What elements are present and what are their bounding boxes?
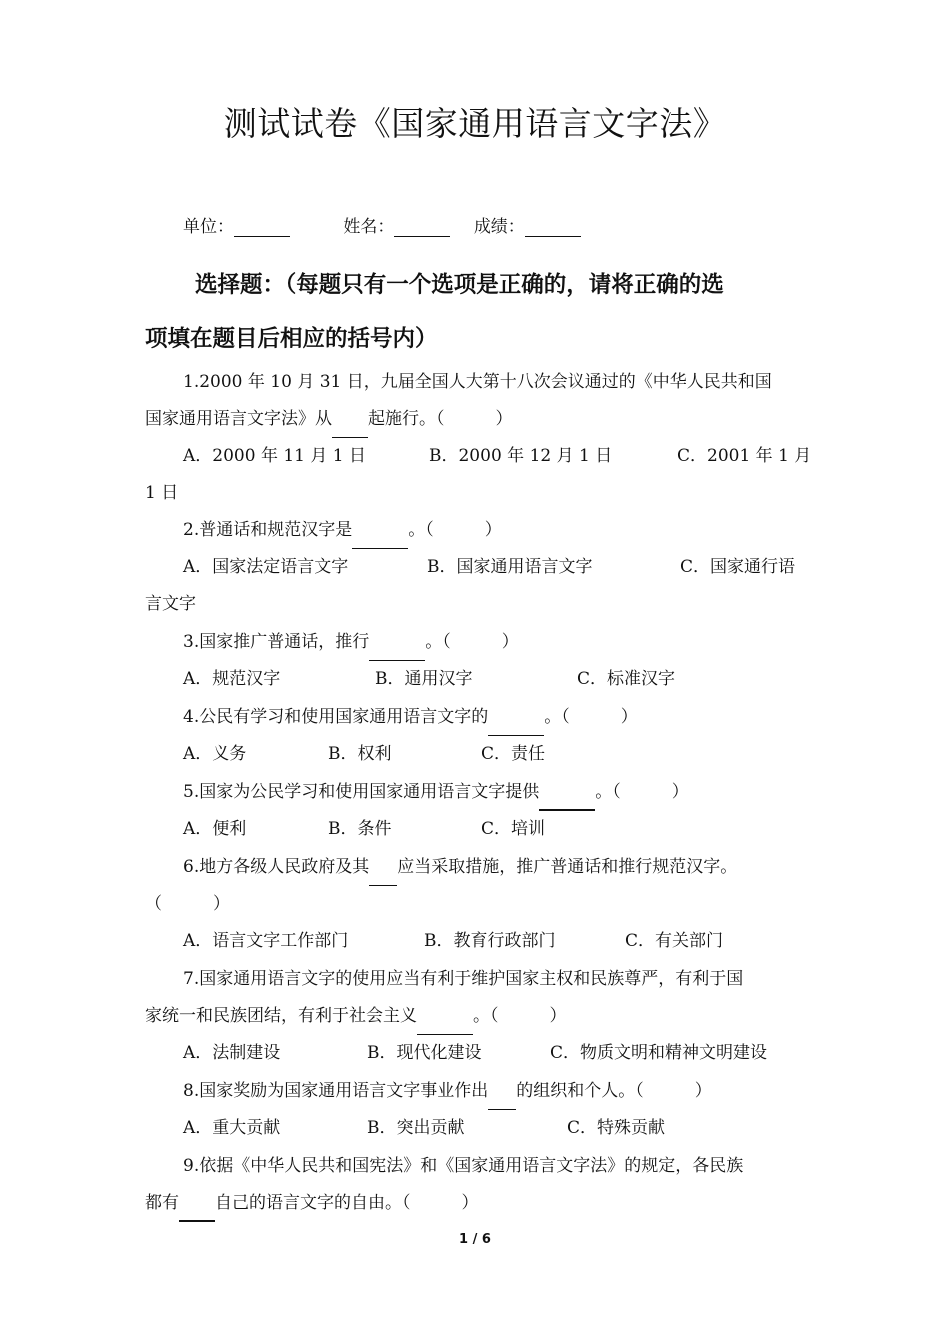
unit-label: 单位： — [183, 217, 234, 237]
question-text — [145, 512, 810, 549]
options-row — [145, 438, 810, 475]
answer-blank[interactable] — [539, 789, 595, 811]
options-row — [145, 549, 810, 586]
question-text-part: 。（ ） — [425, 632, 519, 652]
question-text: 1.2000 年 10 月 31 日，九届全国人大第十八次会议通过的《中华人民共和国 — [183, 372, 772, 392]
option-b[interactable]: B．2000 年 12 月 1 日 — [429, 446, 613, 466]
question-text-cont — [145, 401, 810, 438]
option-c[interactable]: C．物质文明和精神文明建设 — [550, 1043, 768, 1063]
option-c[interactable]: C．国家通行语 — [680, 557, 796, 577]
question-6 — [145, 849, 810, 960]
answer-blank[interactable] — [352, 528, 408, 549]
question-9 — [145, 1148, 810, 1222]
question-text-part: 起施行。（ ） — [368, 409, 513, 429]
option-c[interactable]: C．责任 — [481, 744, 546, 764]
section-heading — [145, 258, 810, 366]
question-text-part: 应当采取措施，推广普通话和推行规范汉字。 — [397, 857, 738, 877]
answer-blank[interactable] — [332, 417, 368, 438]
answer-blank[interactable] — [488, 1089, 516, 1110]
answer-blank[interactable] — [369, 865, 397, 886]
name-label: 姓名： — [343, 217, 395, 237]
answer-blank[interactable] — [417, 1014, 473, 1035]
question-text-part: 家统一和民族团结，有利于社会主义 — [145, 1006, 417, 1026]
question-text-part: 都有 — [145, 1193, 179, 1213]
option-c[interactable]: C．2001 年 1 月 — [677, 446, 812, 466]
question-text — [145, 624, 810, 661]
name-blank[interactable] — [394, 218, 450, 237]
question-text-part: 5.国家为公民学习和使用国家通用语言文字提供 — [183, 782, 540, 802]
option-a[interactable]: A．国家法定语言文字 — [183, 557, 349, 577]
option-b[interactable]: B．国家通用语言文字 — [427, 557, 593, 577]
options-row — [145, 736, 810, 773]
question-text-part: 4.公民有学习和使用国家通用语言文字的 — [183, 707, 489, 727]
question-text-part: 国家通用语言文字法》从 — [145, 409, 332, 429]
question-1 — [145, 364, 810, 512]
score-field — [474, 212, 581, 237]
section-heading-line2: 项填在题目后相应的括号内） — [145, 326, 438, 352]
options-row — [145, 661, 810, 698]
answer-blank[interactable] — [179, 1200, 215, 1222]
option-c[interactable]: C．标准汉字 — [577, 669, 676, 689]
options-row — [145, 1110, 810, 1147]
options-row — [145, 1035, 810, 1072]
option-a[interactable]: A．2000 年 11 月 1 日 — [183, 446, 367, 466]
question-text — [145, 849, 810, 886]
question-text-cont — [145, 998, 810, 1035]
options-row — [145, 923, 810, 960]
option-c-cont: 1 日 — [145, 483, 179, 503]
option-a[interactable]: A．义务 — [183, 744, 247, 764]
page-number: 1 / 6 — [459, 1232, 491, 1247]
option-b[interactable]: B．现代化建设 — [367, 1043, 482, 1063]
option-a[interactable]: A．法制建设 — [183, 1043, 281, 1063]
section-heading-line1: 选择题：（每题只有一个选项是正确的，请将正确的选 — [195, 272, 724, 298]
options-row — [145, 811, 810, 848]
question-text-part: 。（ ） — [544, 707, 638, 727]
question-5 — [145, 774, 810, 848]
score-blank[interactable] — [525, 218, 581, 237]
question-text-part: 8.国家奖励为国家通用语言文字事业作出 — [183, 1081, 489, 1101]
question-text-part: 。（ ） — [473, 1006, 567, 1026]
question-2 — [145, 512, 810, 623]
question-8 — [145, 1073, 810, 1147]
question-text — [145, 699, 810, 736]
answer-blank[interactable] — [369, 640, 425, 661]
question-text: 7.国家通用语言文字的使用应当有利于维护国家主权和民族尊严，有利于国 — [183, 969, 744, 989]
option-a[interactable]: A．语言文字工作部门 — [183, 931, 349, 951]
question-text-part: 3.国家推广普通话，推行 — [183, 632, 370, 652]
question-3 — [145, 624, 810, 698]
name-field — [343, 212, 450, 237]
option-a[interactable]: A．便利 — [183, 819, 247, 839]
exam-title: 测试试卷《国家通用语言文字法》 — [223, 104, 727, 143]
question-text: 9.依据《中华人民共和国宪法》和《国家通用语言文字法》的规定，各民族 — [183, 1156, 744, 1176]
question-text-part: 。（ ） — [408, 520, 502, 540]
unit-blank[interactable] — [234, 218, 290, 237]
question-text-cont — [145, 1185, 810, 1222]
question-text — [145, 774, 810, 811]
option-b[interactable]: B．权利 — [328, 744, 392, 764]
question-text-cont: （ ） — [145, 894, 230, 914]
option-c[interactable]: C．有关部门 — [625, 931, 724, 951]
score-label: 成绩： — [473, 217, 525, 237]
option-b[interactable]: B．条件 — [328, 819, 392, 839]
question-4 — [145, 699, 810, 773]
answer-blank[interactable] — [488, 715, 544, 736]
option-a[interactable]: A．重大贡献 — [183, 1118, 281, 1138]
info-row — [183, 212, 629, 237]
option-a[interactable]: A．规范汉字 — [183, 669, 281, 689]
option-b[interactable]: B．通用汉字 — [375, 669, 473, 689]
question-text-part: 。（ ） — [595, 782, 689, 802]
option-c-cont: 言文字 — [145, 594, 196, 614]
question-text-part: 的组织和个人。（ ） — [516, 1081, 712, 1101]
option-c[interactable]: C．特殊贡献 — [567, 1118, 666, 1138]
option-c[interactable]: C．培训 — [481, 819, 546, 839]
unit-field — [183, 212, 290, 237]
question-text-part: 自己的语言文字的自由。（ ） — [215, 1193, 479, 1213]
question-text-part: 6.地方各级人民政府及其 — [183, 857, 370, 877]
question-text — [145, 1073, 810, 1110]
option-b[interactable]: B．突出贡献 — [367, 1118, 465, 1138]
option-b[interactable]: B．教育行政部门 — [424, 931, 556, 951]
question-text-part: 2.普通话和规范汉字是 — [183, 520, 353, 540]
question-7 — [145, 961, 810, 1072]
